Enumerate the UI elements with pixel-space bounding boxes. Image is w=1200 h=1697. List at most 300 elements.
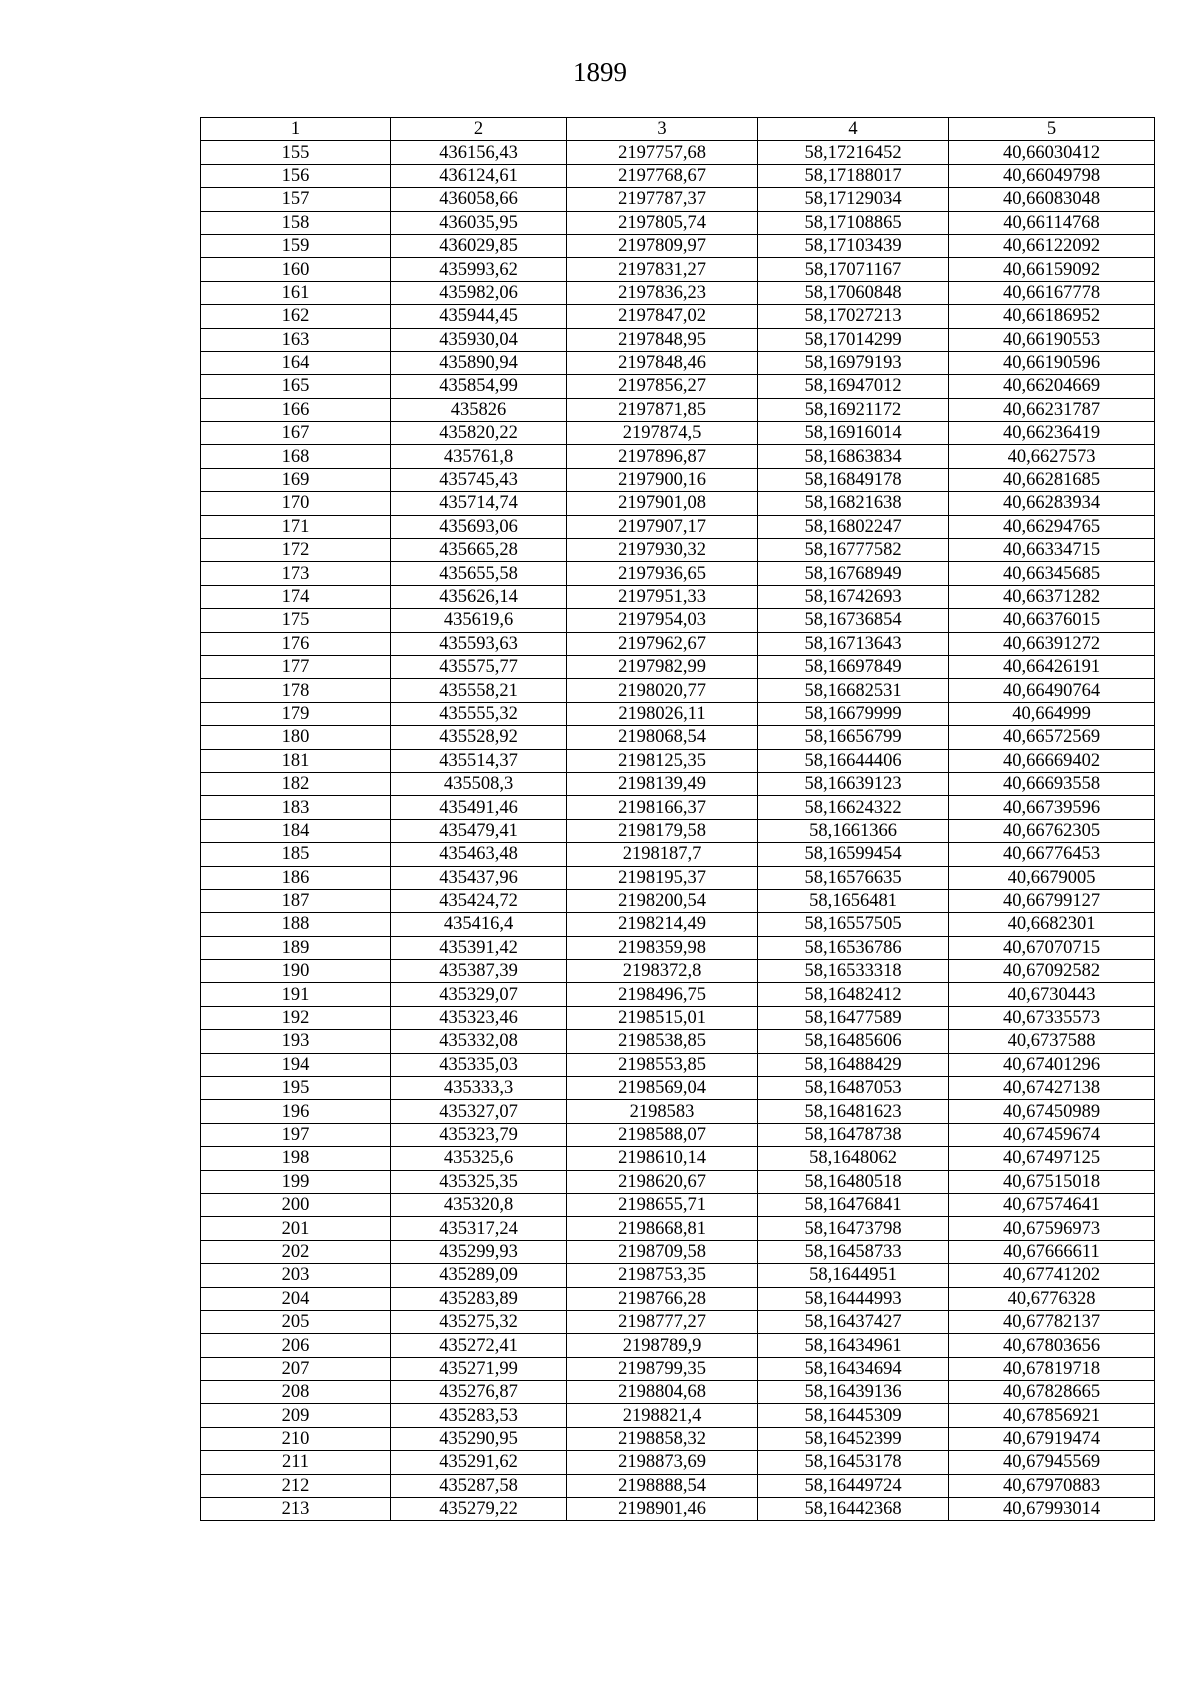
x-coordinate-cell: 436124,61 (391, 164, 567, 187)
x-coordinate-cell: 435491,46 (391, 796, 567, 819)
longitude-cell: 40,66204669 (949, 375, 1155, 398)
table-row (201, 445, 1155, 468)
latitude-cell: 58,16434694 (758, 1357, 949, 1380)
table-row (201, 141, 1155, 164)
point-number-cell: 159 (201, 234, 391, 257)
table-row (201, 655, 1155, 678)
x-coordinate-cell: 435463,48 (391, 843, 567, 866)
longitude-cell: 40,67945569 (949, 1451, 1155, 1474)
y-coordinate-cell: 2198195,37 (567, 866, 758, 889)
longitude-cell: 40,6730443 (949, 983, 1155, 1006)
point-number-cell: 176 (201, 632, 391, 655)
x-coordinate-cell: 435287,58 (391, 1474, 567, 1497)
latitude-cell: 58,16533318 (758, 960, 949, 983)
point-number-cell: 171 (201, 515, 391, 538)
x-coordinate-cell: 436058,66 (391, 188, 567, 211)
longitude-cell: 40,66426191 (949, 655, 1155, 678)
x-coordinate-cell: 435416,4 (391, 913, 567, 936)
table-row (201, 422, 1155, 445)
longitude-cell: 40,66236419 (949, 422, 1155, 445)
latitude-cell: 58,17060848 (758, 281, 949, 304)
point-number-cell: 193 (201, 1030, 391, 1053)
longitude-cell: 40,66371282 (949, 585, 1155, 608)
latitude-cell: 58,16458733 (758, 1240, 949, 1263)
x-coordinate-cell: 436156,43 (391, 141, 567, 164)
point-number-cell: 173 (201, 562, 391, 585)
point-number-cell: 155 (201, 141, 391, 164)
table-row (201, 328, 1155, 351)
point-number-cell: 180 (201, 726, 391, 749)
table-row (201, 1193, 1155, 1216)
y-coordinate-cell: 2198553,85 (567, 1053, 758, 1076)
point-number-cell: 166 (201, 398, 391, 421)
latitude-cell: 58,17103439 (758, 234, 949, 257)
y-coordinate-cell: 2198873,69 (567, 1451, 758, 1474)
y-coordinate-cell: 2198777,27 (567, 1310, 758, 1333)
x-coordinate-cell: 435272,41 (391, 1334, 567, 1357)
x-coordinate-cell: 435761,8 (391, 445, 567, 468)
y-coordinate-cell: 2197848,46 (567, 351, 758, 374)
point-number-cell: 212 (201, 1474, 391, 1497)
y-coordinate-cell: 2197896,87 (567, 445, 758, 468)
header-cell: 3 (567, 118, 758, 141)
latitude-cell: 58,16802247 (758, 515, 949, 538)
longitude-cell: 40,66334715 (949, 539, 1155, 562)
x-coordinate-cell: 435291,62 (391, 1451, 567, 1474)
longitude-cell: 40,664999 (949, 702, 1155, 725)
x-coordinate-cell: 435424,72 (391, 889, 567, 912)
longitude-cell: 40,67803656 (949, 1334, 1155, 1357)
point-number-cell: 162 (201, 305, 391, 328)
point-number-cell: 194 (201, 1053, 391, 1076)
x-coordinate-cell: 435693,06 (391, 515, 567, 538)
page-number: 1899 (573, 57, 627, 87)
latitude-cell: 58,17108865 (758, 211, 949, 234)
longitude-cell: 40,6776328 (949, 1287, 1155, 1310)
longitude-cell: 40,66294765 (949, 515, 1155, 538)
longitude-cell: 40,66739596 (949, 796, 1155, 819)
x-coordinate-cell: 435325,35 (391, 1170, 567, 1193)
latitude-cell: 58,16768949 (758, 562, 949, 585)
table-row (201, 515, 1155, 538)
point-number-cell: 213 (201, 1498, 391, 1521)
longitude-cell: 40,67819718 (949, 1357, 1155, 1380)
longitude-cell: 40,66030412 (949, 141, 1155, 164)
latitude-cell: 58,16437427 (758, 1310, 949, 1333)
point-number-cell: 198 (201, 1147, 391, 1170)
header-cell: 4 (758, 118, 949, 141)
x-coordinate-cell: 435714,74 (391, 492, 567, 515)
x-coordinate-cell: 435479,41 (391, 819, 567, 842)
x-coordinate-cell: 435854,99 (391, 375, 567, 398)
x-coordinate-cell: 435665,28 (391, 539, 567, 562)
longitude-cell: 40,67970883 (949, 1474, 1155, 1497)
latitude-cell: 58,16452399 (758, 1427, 949, 1450)
latitude-cell: 58,16644406 (758, 749, 949, 772)
table-row (201, 819, 1155, 842)
x-coordinate-cell: 435514,37 (391, 749, 567, 772)
table-row (201, 1100, 1155, 1123)
y-coordinate-cell: 2198179,58 (567, 819, 758, 842)
longitude-cell: 40,67515018 (949, 1170, 1155, 1193)
y-coordinate-cell: 2198496,75 (567, 983, 758, 1006)
y-coordinate-cell: 2197836,23 (567, 281, 758, 304)
longitude-cell: 40,67596973 (949, 1217, 1155, 1240)
point-number-cell: 161 (201, 281, 391, 304)
table-row (201, 398, 1155, 421)
longitude-cell: 40,66345685 (949, 562, 1155, 585)
y-coordinate-cell: 2198359,98 (567, 936, 758, 959)
x-coordinate-cell: 435279,22 (391, 1498, 567, 1521)
point-number-cell: 177 (201, 655, 391, 678)
table-row (201, 679, 1155, 702)
longitude-cell: 40,67574641 (949, 1193, 1155, 1216)
point-number-cell: 187 (201, 889, 391, 912)
y-coordinate-cell: 2198139,49 (567, 772, 758, 795)
x-coordinate-cell: 435323,46 (391, 1006, 567, 1029)
y-coordinate-cell: 2197901,08 (567, 492, 758, 515)
point-number-cell: 210 (201, 1427, 391, 1450)
x-coordinate-cell: 435528,92 (391, 726, 567, 749)
table-row (201, 609, 1155, 632)
latitude-cell: 58,16742693 (758, 585, 949, 608)
latitude-cell: 58,16439136 (758, 1381, 949, 1404)
latitude-cell: 58,17188017 (758, 164, 949, 187)
y-coordinate-cell: 2198821,4 (567, 1404, 758, 1427)
table-row (201, 1264, 1155, 1287)
latitude-cell: 58,16444993 (758, 1287, 949, 1310)
point-number-cell: 175 (201, 609, 391, 632)
table-row (201, 632, 1155, 655)
header-cell: 5 (949, 118, 1155, 141)
y-coordinate-cell: 2197856,27 (567, 375, 758, 398)
latitude-cell: 58,16434961 (758, 1334, 949, 1357)
table-row (201, 351, 1155, 374)
table-header-row (201, 118, 1155, 141)
table-row (201, 1006, 1155, 1029)
latitude-cell: 58,16557505 (758, 913, 949, 936)
y-coordinate-cell: 2197847,02 (567, 305, 758, 328)
latitude-cell: 58,1644951 (758, 1264, 949, 1287)
x-coordinate-cell: 435275,32 (391, 1310, 567, 1333)
longitude-cell: 40,6627573 (949, 445, 1155, 468)
longitude-cell: 40,67459674 (949, 1123, 1155, 1146)
y-coordinate-cell: 2197936,65 (567, 562, 758, 585)
y-coordinate-cell: 2198799,35 (567, 1357, 758, 1380)
table-row (201, 1451, 1155, 1474)
latitude-cell: 58,16713643 (758, 632, 949, 655)
x-coordinate-cell: 435508,3 (391, 772, 567, 795)
table-row (201, 702, 1155, 725)
longitude-cell: 40,66190596 (949, 351, 1155, 374)
longitude-cell: 40,66776453 (949, 843, 1155, 866)
x-coordinate-cell: 435290,95 (391, 1427, 567, 1450)
longitude-cell: 40,66281685 (949, 468, 1155, 491)
y-coordinate-cell: 2197954,03 (567, 609, 758, 632)
y-coordinate-cell: 2198610,14 (567, 1147, 758, 1170)
longitude-cell: 40,6737588 (949, 1030, 1155, 1053)
point-number-cell: 174 (201, 585, 391, 608)
latitude-cell: 58,16473798 (758, 1217, 949, 1240)
y-coordinate-cell: 2197787,37 (567, 188, 758, 211)
table-row (201, 1147, 1155, 1170)
table-row (201, 749, 1155, 772)
point-number-cell: 191 (201, 983, 391, 1006)
point-number-cell: 203 (201, 1264, 391, 1287)
point-number-cell: 205 (201, 1310, 391, 1333)
table-row (201, 539, 1155, 562)
y-coordinate-cell: 2198804,68 (567, 1381, 758, 1404)
longitude-cell: 40,66167778 (949, 281, 1155, 304)
longitude-cell: 40,66572569 (949, 726, 1155, 749)
table-row (201, 211, 1155, 234)
y-coordinate-cell: 2197962,67 (567, 632, 758, 655)
longitude-cell: 40,66762305 (949, 819, 1155, 842)
y-coordinate-cell: 2198753,35 (567, 1264, 758, 1287)
y-coordinate-cell: 2197907,17 (567, 515, 758, 538)
y-coordinate-cell: 2198858,32 (567, 1427, 758, 1450)
x-coordinate-cell: 435327,07 (391, 1100, 567, 1123)
x-coordinate-cell: 435276,87 (391, 1381, 567, 1404)
table-row (201, 983, 1155, 1006)
point-number-cell: 164 (201, 351, 391, 374)
latitude-cell: 58,16477589 (758, 1006, 949, 1029)
longitude-cell: 40,67335573 (949, 1006, 1155, 1029)
longitude-cell: 40,67450989 (949, 1100, 1155, 1123)
longitude-cell: 40,6679005 (949, 866, 1155, 889)
x-coordinate-cell: 435329,07 (391, 983, 567, 1006)
x-coordinate-cell: 435391,42 (391, 936, 567, 959)
latitude-cell: 58,16863834 (758, 445, 949, 468)
point-number-cell: 186 (201, 866, 391, 889)
y-coordinate-cell: 2197900,16 (567, 468, 758, 491)
x-coordinate-cell: 435335,03 (391, 1053, 567, 1076)
latitude-cell: 58,16947012 (758, 375, 949, 398)
x-coordinate-cell: 435993,62 (391, 258, 567, 281)
y-coordinate-cell: 2198538,85 (567, 1030, 758, 1053)
table-row (201, 375, 1155, 398)
table-row (201, 1498, 1155, 1521)
x-coordinate-cell: 435325,6 (391, 1147, 567, 1170)
longitude-cell: 40,67919474 (949, 1427, 1155, 1450)
header-cell: 2 (391, 118, 567, 141)
longitude-cell: 40,66391272 (949, 632, 1155, 655)
point-number-cell: 178 (201, 679, 391, 702)
x-coordinate-cell: 435299,93 (391, 1240, 567, 1263)
table-row (201, 305, 1155, 328)
point-number-cell: 179 (201, 702, 391, 725)
x-coordinate-cell: 435745,43 (391, 468, 567, 491)
x-coordinate-cell: 435437,96 (391, 866, 567, 889)
longitude-cell: 40,67782137 (949, 1310, 1155, 1333)
latitude-cell: 58,1661366 (758, 819, 949, 842)
longitude-cell: 40,66190553 (949, 328, 1155, 351)
longitude-cell: 40,66669402 (949, 749, 1155, 772)
table-row (201, 1381, 1155, 1404)
point-number-cell: 157 (201, 188, 391, 211)
y-coordinate-cell: 2197831,27 (567, 258, 758, 281)
y-coordinate-cell: 2198655,71 (567, 1193, 758, 1216)
longitude-cell: 40,67092582 (949, 960, 1155, 983)
point-number-cell: 208 (201, 1381, 391, 1404)
longitude-cell: 40,66693558 (949, 772, 1155, 795)
point-number-cell: 168 (201, 445, 391, 468)
point-number-cell: 156 (201, 164, 391, 187)
table-row (201, 585, 1155, 608)
y-coordinate-cell: 2198901,46 (567, 1498, 758, 1521)
longitude-cell: 40,67856921 (949, 1404, 1155, 1427)
coordinates-table (200, 117, 1155, 1521)
latitude-cell: 58,16656799 (758, 726, 949, 749)
table-row (201, 1077, 1155, 1100)
y-coordinate-cell: 2198709,58 (567, 1240, 758, 1263)
point-number-cell: 200 (201, 1193, 391, 1216)
table-row (201, 1310, 1155, 1333)
x-coordinate-cell: 436035,95 (391, 211, 567, 234)
x-coordinate-cell: 435271,99 (391, 1357, 567, 1380)
y-coordinate-cell: 2197805,74 (567, 211, 758, 234)
point-number-cell: 209 (201, 1404, 391, 1427)
latitude-cell: 58,16449724 (758, 1474, 949, 1497)
latitude-cell: 58,16599454 (758, 843, 949, 866)
table-row (201, 1357, 1155, 1380)
x-coordinate-cell: 435944,45 (391, 305, 567, 328)
longitude-cell: 40,66283934 (949, 492, 1155, 515)
table-row (201, 1404, 1155, 1427)
longitude-cell: 40,67427138 (949, 1077, 1155, 1100)
table-row (201, 164, 1155, 187)
y-coordinate-cell: 2198583 (567, 1100, 758, 1123)
y-coordinate-cell: 2198026,11 (567, 702, 758, 725)
table-row (201, 866, 1155, 889)
point-number-cell: 165 (201, 375, 391, 398)
latitude-cell: 58,16821638 (758, 492, 949, 515)
point-number-cell: 189 (201, 936, 391, 959)
latitude-cell: 58,16480518 (758, 1170, 949, 1193)
x-coordinate-cell: 435332,08 (391, 1030, 567, 1053)
y-coordinate-cell: 2197874,5 (567, 422, 758, 445)
latitude-cell: 58,16485606 (758, 1030, 949, 1053)
x-coordinate-cell: 435387,39 (391, 960, 567, 983)
latitude-cell: 58,16639123 (758, 772, 949, 795)
y-coordinate-cell: 2198372,8 (567, 960, 758, 983)
y-coordinate-cell: 2198620,67 (567, 1170, 758, 1193)
table-row (201, 889, 1155, 912)
latitude-cell: 58,16476841 (758, 1193, 949, 1216)
y-coordinate-cell: 2198125,35 (567, 749, 758, 772)
latitude-cell: 58,16849178 (758, 468, 949, 491)
latitude-cell: 58,17071167 (758, 258, 949, 281)
header-cell: 1 (201, 118, 391, 141)
latitude-cell: 58,16679999 (758, 702, 949, 725)
longitude-cell: 40,67993014 (949, 1498, 1155, 1521)
x-coordinate-cell: 435982,06 (391, 281, 567, 304)
table-row (201, 1030, 1155, 1053)
point-number-cell: 201 (201, 1217, 391, 1240)
table-row (201, 796, 1155, 819)
table-row (201, 1240, 1155, 1263)
x-coordinate-cell: 435555,32 (391, 702, 567, 725)
x-coordinate-cell: 435826 (391, 398, 567, 421)
latitude-cell: 58,17129034 (758, 188, 949, 211)
table-row (201, 234, 1155, 257)
y-coordinate-cell: 2198214,49 (567, 913, 758, 936)
longitude-cell: 40,67497125 (949, 1147, 1155, 1170)
longitude-cell: 40,66049798 (949, 164, 1155, 187)
latitude-cell: 58,16979193 (758, 351, 949, 374)
x-coordinate-cell: 435655,58 (391, 562, 567, 585)
table-row (201, 726, 1155, 749)
table-row (201, 1427, 1155, 1450)
y-coordinate-cell: 2197809,97 (567, 234, 758, 257)
point-number-cell: 195 (201, 1077, 391, 1100)
point-number-cell: 158 (201, 211, 391, 234)
longitude-cell: 40,66083048 (949, 188, 1155, 211)
latitude-cell: 58,1656481 (758, 889, 949, 912)
point-number-cell: 170 (201, 492, 391, 515)
point-number-cell: 202 (201, 1240, 391, 1263)
longitude-cell: 40,66799127 (949, 889, 1155, 912)
latitude-cell: 58,17216452 (758, 141, 949, 164)
y-coordinate-cell: 2198588,07 (567, 1123, 758, 1146)
table-row (201, 960, 1155, 983)
y-coordinate-cell: 2197982,99 (567, 655, 758, 678)
y-coordinate-cell: 2198888,54 (567, 1474, 758, 1497)
point-number-cell: 163 (201, 328, 391, 351)
table-row (201, 562, 1155, 585)
y-coordinate-cell: 2198569,04 (567, 1077, 758, 1100)
table-body (201, 141, 1155, 1521)
x-coordinate-cell: 435593,63 (391, 632, 567, 655)
point-number-cell: 167 (201, 422, 391, 445)
x-coordinate-cell: 435320,8 (391, 1193, 567, 1216)
latitude-cell: 58,16697849 (758, 655, 949, 678)
table-row (201, 1287, 1155, 1310)
longitude-cell: 40,66490764 (949, 679, 1155, 702)
table-row (201, 281, 1155, 304)
latitude-cell: 58,16445309 (758, 1404, 949, 1427)
y-coordinate-cell: 2198515,01 (567, 1006, 758, 1029)
table-row (201, 1334, 1155, 1357)
x-coordinate-cell: 435890,94 (391, 351, 567, 374)
table-row (201, 1170, 1155, 1193)
latitude-cell: 58,16921172 (758, 398, 949, 421)
y-coordinate-cell: 2198020,77 (567, 679, 758, 702)
latitude-cell: 58,16481623 (758, 1100, 949, 1123)
table-row (201, 258, 1155, 281)
latitude-cell: 58,16442368 (758, 1498, 949, 1521)
point-number-cell: 207 (201, 1357, 391, 1380)
longitude-cell: 40,67666611 (949, 1240, 1155, 1263)
longitude-cell: 40,66122092 (949, 234, 1155, 257)
latitude-cell: 58,1648062 (758, 1147, 949, 1170)
point-number-cell: 182 (201, 772, 391, 795)
latitude-cell: 58,16487053 (758, 1077, 949, 1100)
table-row (201, 1474, 1155, 1497)
y-coordinate-cell: 2197848,95 (567, 328, 758, 351)
point-number-cell: 183 (201, 796, 391, 819)
point-number-cell: 197 (201, 1123, 391, 1146)
y-coordinate-cell: 2198766,28 (567, 1287, 758, 1310)
latitude-cell: 58,16777582 (758, 539, 949, 562)
y-coordinate-cell: 2197951,33 (567, 585, 758, 608)
longitude-cell: 40,66159092 (949, 258, 1155, 281)
table-header (201, 118, 1155, 141)
latitude-cell: 58,16624322 (758, 796, 949, 819)
longitude-cell: 40,67070715 (949, 936, 1155, 959)
table-row (201, 936, 1155, 959)
x-coordinate-cell: 435317,24 (391, 1217, 567, 1240)
